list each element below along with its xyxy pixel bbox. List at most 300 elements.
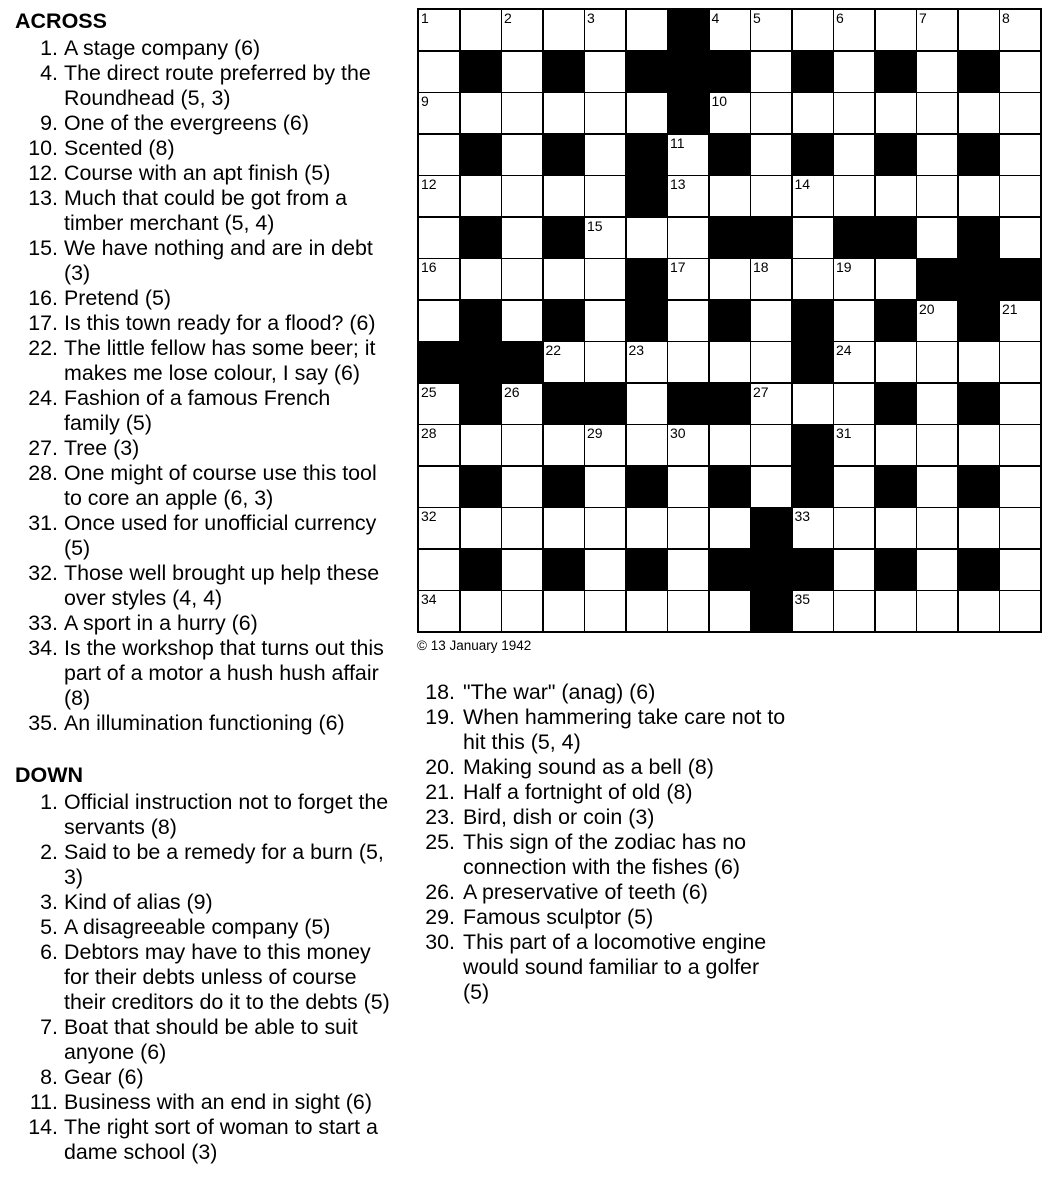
grid-cell[interactable] xyxy=(834,550,874,590)
grid-cell[interactable] xyxy=(710,508,750,548)
cell-number: 25 xyxy=(421,383,437,400)
grid-cell[interactable] xyxy=(710,10,750,50)
grid-cell[interactable] xyxy=(917,135,957,175)
grid-cell[interactable] xyxy=(793,384,833,424)
grid-cell[interactable] xyxy=(585,259,625,299)
grid-cell[interactable] xyxy=(751,301,791,341)
grid-cell[interactable] xyxy=(668,508,708,548)
grid-cell[interactable] xyxy=(585,176,625,216)
grid-cell[interactable] xyxy=(668,550,708,590)
grid-cell[interactable] xyxy=(834,508,874,548)
clue-number: 3. xyxy=(40,890,58,914)
clue-item xyxy=(15,511,397,561)
clue-text: Is the workshop that turns out this part of a motor a hush hush affair (8) xyxy=(64,636,384,710)
clue-text: Debtors may have to this money for their debts unless of course their creditors do it to the debts (5) xyxy=(64,940,390,1014)
across-clue-list xyxy=(15,36,397,736)
grid-cell[interactable] xyxy=(668,591,708,631)
grid-cell[interactable] xyxy=(585,52,625,92)
clue-text: Bird, dish or coin (3) xyxy=(463,805,655,829)
grid-cell[interactable] xyxy=(710,176,750,216)
grid-cell-black xyxy=(544,218,584,258)
grid-cell-black xyxy=(419,342,459,382)
grid-cell[interactable] xyxy=(668,342,708,382)
grid-cell[interactable] xyxy=(793,10,833,50)
grid-cell-black xyxy=(793,301,833,341)
grid-cell[interactable] xyxy=(959,591,999,631)
clue-text: We have nothing and are in debt (3) xyxy=(64,236,373,285)
grid-cell-black xyxy=(627,467,667,507)
grid-cell[interactable] xyxy=(834,301,874,341)
grid-cell[interactable] xyxy=(544,508,584,548)
grid-cell[interactable] xyxy=(876,176,916,216)
clue-number: 9. xyxy=(40,111,58,135)
clue-text: Pretend (5) xyxy=(64,286,172,310)
grid-cell[interactable] xyxy=(1000,52,1040,92)
cell-number: 11 xyxy=(670,134,685,151)
clue-number: 6. xyxy=(40,940,58,964)
grid-cell-black xyxy=(751,218,791,258)
clue-number: 30. xyxy=(425,930,455,954)
clue-item xyxy=(15,1015,397,1065)
clue-text: Official instruction not to forget the servants (8) xyxy=(64,790,389,839)
grid-cell[interactable] xyxy=(419,550,459,590)
grid-cell[interactable] xyxy=(917,93,957,133)
grid-cell[interactable] xyxy=(419,176,459,216)
clue-text: The direct route preferred by the Roundhead (5, 3) xyxy=(64,61,371,110)
cell-number: 15 xyxy=(587,217,603,234)
grid-cell[interactable] xyxy=(461,10,501,50)
clue-item xyxy=(15,336,397,386)
grid-cell[interactable] xyxy=(876,508,916,548)
grid-cell[interactable] xyxy=(917,508,957,548)
grid-cell[interactable] xyxy=(461,176,501,216)
grid-cell[interactable] xyxy=(627,342,667,382)
grid-cell-black xyxy=(668,10,708,50)
grid-cell[interactable] xyxy=(917,342,957,382)
grid-cell-black xyxy=(627,259,667,299)
grid-cell[interactable] xyxy=(668,301,708,341)
grid-cell-black xyxy=(959,467,999,507)
clue-number: 22. xyxy=(28,336,58,360)
grid-cell[interactable] xyxy=(959,508,999,548)
clue-number: 32. xyxy=(28,561,58,585)
clue-number: 34. xyxy=(28,636,58,660)
grid-cell[interactable] xyxy=(544,425,584,465)
grid-cell[interactable] xyxy=(834,425,874,465)
grid-cell[interactable] xyxy=(502,218,542,258)
grid-cell[interactable] xyxy=(668,467,708,507)
grid-cell[interactable] xyxy=(876,591,916,631)
grid-cell-black xyxy=(544,52,584,92)
grid-cell[interactable] xyxy=(627,591,667,631)
down-clue-list-left xyxy=(15,790,397,1165)
clue-item xyxy=(15,61,397,111)
grid-cell-black xyxy=(502,342,542,382)
grid-cell[interactable] xyxy=(1000,342,1040,382)
clue-text: One of the evergreens (6) xyxy=(64,111,309,135)
grid-cell-black xyxy=(959,301,999,341)
clue-text: An illumination functioning (6) xyxy=(64,711,345,735)
cell-number: 4 xyxy=(711,10,720,26)
grid-cell[interactable] xyxy=(461,259,501,299)
clue-number: 12. xyxy=(28,161,58,185)
clue-text: A sport in a hurry (6) xyxy=(64,611,258,635)
grid-cell[interactable] xyxy=(461,508,501,548)
clue-text: A stage company (6) xyxy=(64,36,261,60)
grid-cell-black xyxy=(751,591,791,631)
clue-text: Half a fortnight of old (8) xyxy=(463,780,693,804)
grid-cell-black xyxy=(959,218,999,258)
clue-text: The right sort of woman to start a dame school (3) xyxy=(64,1115,378,1164)
grid-cell[interactable] xyxy=(959,425,999,465)
clue-number: 14. xyxy=(28,1115,58,1139)
grid-cell-black xyxy=(876,218,916,258)
cell-number: 18 xyxy=(753,259,769,275)
grid-cell[interactable] xyxy=(419,425,459,465)
grid-cell[interactable] xyxy=(419,384,459,424)
cell-number: 29 xyxy=(587,425,603,441)
grid-cell[interactable] xyxy=(502,93,542,133)
grid-cell[interactable] xyxy=(419,10,459,50)
clue-text: Scented (8) xyxy=(64,136,175,160)
grid-cell[interactable] xyxy=(1000,384,1040,424)
grid-cell[interactable] xyxy=(1000,135,1040,175)
clue-number: 18. xyxy=(425,680,455,704)
cell-number: 35 xyxy=(794,591,811,607)
clue-text: Much that could be got from a timber merchant (5, 4) xyxy=(64,186,347,235)
clue-text: This part of a locomotive engine would sound familiar to a golfer (5) xyxy=(463,930,767,1004)
grid-cell[interactable] xyxy=(585,425,625,465)
grid-cell-black xyxy=(461,342,501,382)
grid-cell[interactable] xyxy=(1000,550,1040,590)
grid-cell[interactable] xyxy=(751,93,791,133)
grid-cell[interactable] xyxy=(419,508,459,548)
clue-item xyxy=(15,36,397,61)
grid-cell[interactable] xyxy=(959,176,999,216)
grid-cell-black xyxy=(793,52,833,92)
grid-cell[interactable] xyxy=(668,135,708,175)
clue-item xyxy=(15,561,397,611)
grid-cell[interactable] xyxy=(751,176,791,216)
grid-cell[interactable] xyxy=(876,259,916,299)
clue-number: 31. xyxy=(28,511,58,535)
grid-cell[interactable] xyxy=(834,93,874,133)
grid-cell-black xyxy=(959,259,999,299)
grid-cell[interactable] xyxy=(751,135,791,175)
cell-number: 19 xyxy=(836,259,852,275)
cell-number: 31 xyxy=(836,425,852,441)
grid-cell[interactable] xyxy=(710,93,750,133)
cell-number: 1 xyxy=(421,10,429,26)
cell-number: 7 xyxy=(919,10,927,26)
cell-number: 34 xyxy=(421,591,437,607)
grid-cell[interactable] xyxy=(793,93,833,133)
grid-cell[interactable] xyxy=(917,591,957,631)
grid-cell[interactable] xyxy=(627,384,667,424)
grid-cell-black xyxy=(876,467,916,507)
cell-number: 26 xyxy=(504,383,520,400)
clue-item xyxy=(15,161,397,186)
grid-cell[interactable] xyxy=(917,550,957,590)
grid-cell[interactable] xyxy=(959,342,999,382)
grid-cell[interactable] xyxy=(1000,10,1040,50)
grid-cell[interactable] xyxy=(917,425,957,465)
clue-item xyxy=(15,790,397,840)
clue-text: Boat that should be able to suit anyone (6) xyxy=(64,1015,358,1064)
grid-cell[interactable] xyxy=(751,342,791,382)
clue-text: Course with an apt finish (5) xyxy=(64,161,331,185)
clue-item xyxy=(415,830,795,880)
clue-item xyxy=(15,436,397,461)
grid-cell[interactable] xyxy=(751,384,791,424)
clue-item xyxy=(15,840,397,890)
cell-number: 10 xyxy=(711,93,728,109)
clue-text: Fashion of a famous French family (5) xyxy=(64,386,331,435)
grid-cell-black xyxy=(959,135,999,175)
grid-cell[interactable] xyxy=(419,259,459,299)
grid-cell[interactable] xyxy=(461,425,501,465)
grid-cell[interactable] xyxy=(1000,508,1040,548)
grid-cell[interactable] xyxy=(751,467,791,507)
grid-cell[interactable] xyxy=(751,10,791,50)
grid-cell-black xyxy=(544,467,584,507)
clue-item xyxy=(415,680,795,705)
cell-number: 8 xyxy=(1002,10,1010,26)
grid-cell-black xyxy=(793,425,833,465)
grid-cell[interactable] xyxy=(627,93,667,133)
cell-number: 21 xyxy=(1002,300,1018,317)
clue-item xyxy=(15,136,397,161)
grid-cell[interactable] xyxy=(834,10,874,50)
clue-item xyxy=(15,386,397,436)
cell-number: 28 xyxy=(421,425,437,441)
clue-number: 10. xyxy=(28,136,58,160)
grid-cell[interactable] xyxy=(544,93,584,133)
grid-cell-black xyxy=(544,135,584,175)
grid-cell[interactable] xyxy=(627,508,667,548)
grid-cell[interactable] xyxy=(1000,176,1040,216)
grid-cell[interactable] xyxy=(585,10,625,50)
down-clue-list-right xyxy=(415,680,795,1005)
grid-cell[interactable] xyxy=(793,508,833,548)
cell-number: 32 xyxy=(421,508,437,524)
grid-cell-black xyxy=(544,384,584,424)
grid-cell[interactable] xyxy=(502,550,542,590)
grid-cell[interactable] xyxy=(585,93,625,133)
grid-cell[interactable] xyxy=(917,52,957,92)
cell-number: 24 xyxy=(836,342,852,358)
grid-cell[interactable] xyxy=(834,176,874,216)
grid-cell[interactable] xyxy=(502,52,542,92)
grid-cell[interactable] xyxy=(834,52,874,92)
grid-cell[interactable] xyxy=(834,259,874,299)
clue-text: A preservative of teeth (6) xyxy=(463,880,708,904)
clue-number: 1. xyxy=(40,790,58,814)
grid-cell[interactable] xyxy=(585,591,625,631)
grid-cell[interactable] xyxy=(710,342,750,382)
grid-cell[interactable] xyxy=(1000,93,1040,133)
grid-cell[interactable] xyxy=(751,425,791,465)
grid-cell[interactable] xyxy=(419,52,459,92)
grid-cell[interactable] xyxy=(585,301,625,341)
grid-cell[interactable] xyxy=(834,342,874,382)
grid-cell-black xyxy=(627,550,667,590)
grid-cell[interactable] xyxy=(544,591,584,631)
grid-cell[interactable] xyxy=(834,591,874,631)
grid-cell[interactable] xyxy=(502,176,542,216)
grid-cell[interactable] xyxy=(461,591,501,631)
grid-cell[interactable] xyxy=(502,259,542,299)
cell-number: 9 xyxy=(421,93,429,109)
grid-cell[interactable] xyxy=(585,135,625,175)
grid-cell[interactable] xyxy=(710,591,750,631)
clue-item xyxy=(15,711,397,736)
grid-cell[interactable] xyxy=(668,218,708,258)
grid-cell[interactable] xyxy=(668,176,708,216)
grid-cell[interactable] xyxy=(834,384,874,424)
grid-cell[interactable] xyxy=(1000,425,1040,465)
grid-cell[interactable] xyxy=(419,218,459,258)
grid-cell-black xyxy=(710,550,750,590)
grid-cell[interactable] xyxy=(502,467,542,507)
grid-cell[interactable] xyxy=(544,259,584,299)
grid-cell[interactable] xyxy=(419,591,459,631)
grid-cell[interactable] xyxy=(793,176,833,216)
grid-cell[interactable] xyxy=(834,135,874,175)
grid-cell[interactable] xyxy=(876,10,916,50)
grid-cell[interactable] xyxy=(585,508,625,548)
clue-number: 23. xyxy=(425,805,455,829)
grid-cell[interactable] xyxy=(502,384,542,424)
grid-cell[interactable] xyxy=(419,301,459,341)
grid-cell[interactable] xyxy=(793,218,833,258)
grid-cell[interactable] xyxy=(917,301,957,341)
clue-item xyxy=(415,755,795,780)
clue-item xyxy=(15,236,397,286)
grid-cell[interactable] xyxy=(627,218,667,258)
grid-cell[interactable] xyxy=(834,467,874,507)
clue-number: 25. xyxy=(425,830,455,854)
clue-item xyxy=(415,805,795,830)
grid-cell[interactable] xyxy=(1000,467,1040,507)
grid-cell[interactable] xyxy=(917,384,957,424)
grid-cell[interactable] xyxy=(917,176,957,216)
grid-cell[interactable] xyxy=(502,508,542,548)
grid-cell-black xyxy=(751,508,791,548)
grid-cell[interactable] xyxy=(876,342,916,382)
grid-cell[interactable] xyxy=(419,93,459,133)
clue-number: 15. xyxy=(28,236,58,260)
grid-cell[interactable] xyxy=(793,259,833,299)
grid-cell-black xyxy=(627,52,667,92)
crossword-grid[interactable] xyxy=(417,8,1042,633)
clue-item xyxy=(415,905,795,930)
clue-text: Those well brought up help these over styles (4, 4) xyxy=(64,561,380,610)
grid-cell[interactable] xyxy=(502,135,542,175)
cell-number: 27 xyxy=(753,383,769,400)
clue-number: 11. xyxy=(29,1090,58,1114)
grid-cell-black xyxy=(461,218,501,258)
grid-cell[interactable] xyxy=(544,342,584,382)
grid-cell[interactable] xyxy=(1000,218,1040,258)
grid-cell[interactable] xyxy=(917,467,957,507)
grid-cell[interactable] xyxy=(876,93,916,133)
grid-cell[interactable] xyxy=(751,52,791,92)
grid-cell[interactable] xyxy=(585,342,625,382)
grid-cell[interactable] xyxy=(585,467,625,507)
grid-cell[interactable] xyxy=(876,425,916,465)
clue-text: Famous sculptor (5) xyxy=(463,905,654,929)
cell-number: 23 xyxy=(628,342,645,358)
cell-number: 2 xyxy=(504,10,512,26)
clue-number: 8. xyxy=(40,1065,58,1089)
grid-cell[interactable] xyxy=(461,93,501,133)
clue-text: Making sound as a bell (8) xyxy=(463,755,714,779)
cell-number: 33 xyxy=(794,508,811,524)
clue-number: 35. xyxy=(28,711,58,735)
clue-item xyxy=(15,611,397,636)
grid-cell[interactable] xyxy=(502,10,542,50)
clue-number: 33. xyxy=(28,611,58,635)
grid-cell[interactable] xyxy=(627,10,667,50)
grid-cell[interactable] xyxy=(502,591,542,631)
clue-text: Is this town ready for a flood? (6) xyxy=(64,311,376,335)
clue-number: 4. xyxy=(40,61,58,85)
clue-item xyxy=(15,111,397,136)
grid-cell[interactable] xyxy=(419,467,459,507)
grid-cell[interactable] xyxy=(585,218,625,258)
grid-cell[interactable] xyxy=(751,259,791,299)
grid-cell-black xyxy=(461,467,501,507)
clue-number: 17. xyxy=(28,311,58,335)
grid-cell[interactable] xyxy=(1000,301,1040,341)
grid-cell[interactable] xyxy=(627,425,667,465)
grid-cell[interactable] xyxy=(1000,591,1040,631)
cell-number: 16 xyxy=(421,259,437,275)
clue-text: Said to be a remedy for a burn (5, 3) xyxy=(64,840,384,889)
grid-cell-black xyxy=(876,550,916,590)
grid-cell[interactable] xyxy=(917,10,957,50)
grid-cell[interactable] xyxy=(419,135,459,175)
grid-cell-black xyxy=(668,52,708,92)
grid-cell[interactable] xyxy=(502,425,542,465)
clue-item xyxy=(15,915,397,940)
clue-item xyxy=(15,890,397,915)
clue-text: Kind of alias (9) xyxy=(64,890,213,914)
grid-cell[interactable] xyxy=(544,10,584,50)
clue-text: When hammering take care not to hit this (5, 4) xyxy=(463,705,786,754)
grid-cell-black xyxy=(876,52,916,92)
grid-cell[interactable] xyxy=(917,218,957,258)
grid-cell[interactable] xyxy=(668,425,708,465)
cell-number: 30 xyxy=(670,425,686,441)
grid-cell[interactable] xyxy=(668,259,708,299)
grid-cell[interactable] xyxy=(502,301,542,341)
grid-cell-black xyxy=(461,384,501,424)
grid-cell[interactable] xyxy=(793,591,833,631)
grid-cell[interactable] xyxy=(585,550,625,590)
clue-number: 1. xyxy=(40,36,58,60)
clue-number: 29. xyxy=(425,905,455,929)
clue-text: Gear (6) xyxy=(64,1065,144,1089)
grid-cell[interactable] xyxy=(959,10,999,50)
grid-cell[interactable] xyxy=(544,176,584,216)
grid-cell[interactable] xyxy=(710,425,750,465)
grid-cell[interactable] xyxy=(959,93,999,133)
clue-item xyxy=(415,780,795,805)
clue-item xyxy=(15,1115,397,1165)
grid-cell[interactable] xyxy=(710,259,750,299)
